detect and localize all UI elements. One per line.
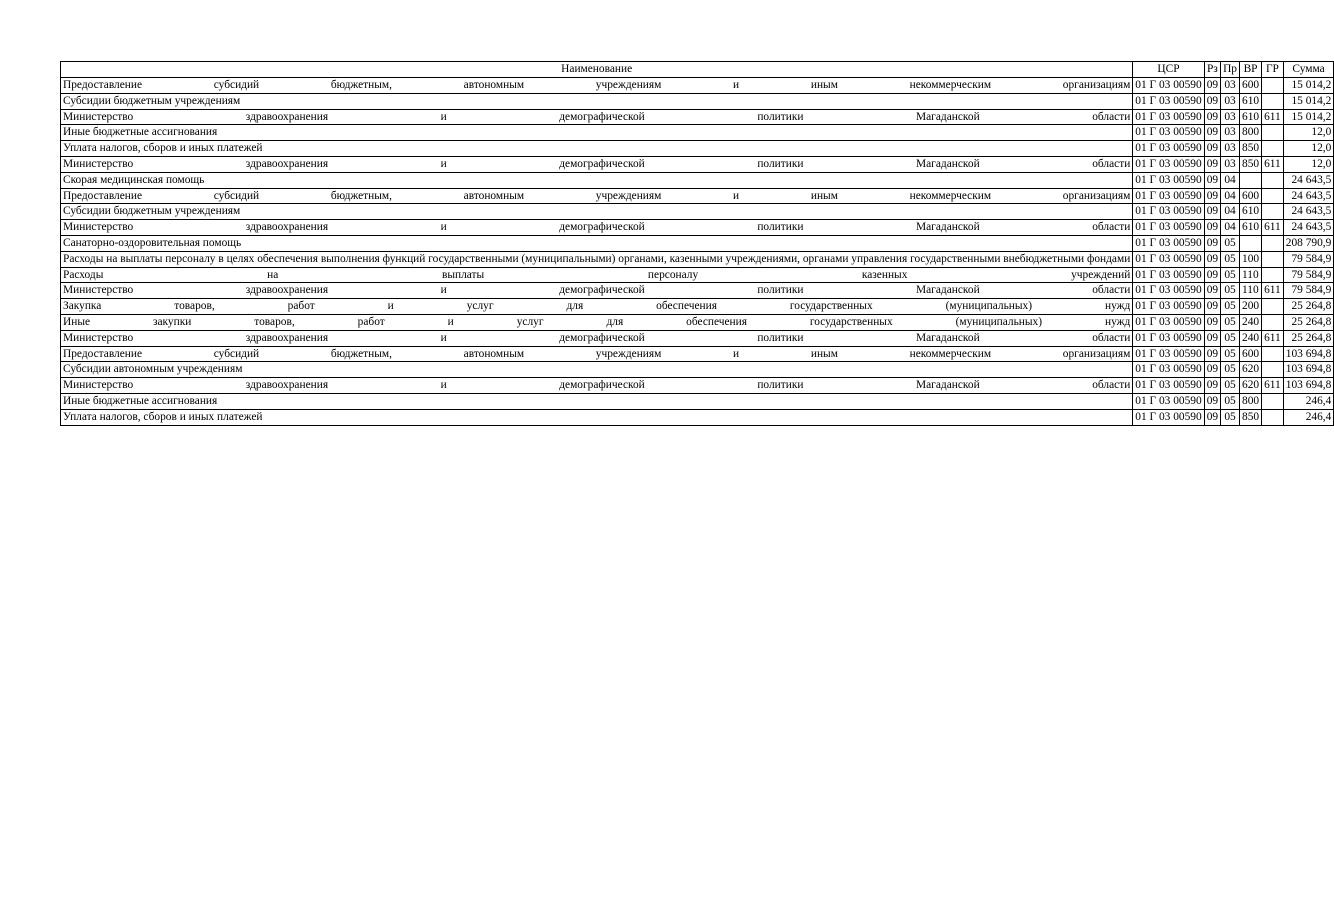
- row-vr-cell: [1240, 235, 1262, 251]
- row-gr-cell: [1262, 141, 1284, 157]
- row-sum-cell: 79 584,9: [1283, 251, 1334, 267]
- row-pr-cell: 03: [1221, 141, 1240, 157]
- row-rz-cell: 09: [1204, 141, 1220, 157]
- row-name-cell: Скорая медицинская помощь: [61, 172, 1133, 188]
- column-header-name: Наименование: [61, 62, 1133, 78]
- row-csr-cell: 01 Г 03 00590: [1133, 156, 1204, 172]
- row-name-cell: Иные бюджетные ассигнования: [61, 393, 1133, 409]
- row-vr-cell: 800: [1240, 393, 1262, 409]
- row-rz-cell: 09: [1204, 251, 1220, 267]
- row-sum-cell: 24 643,5: [1283, 172, 1334, 188]
- row-gr-cell: [1262, 409, 1284, 425]
- row-rz-cell: 09: [1204, 109, 1220, 125]
- row-csr-cell: 01 Г 03 00590: [1133, 109, 1204, 125]
- table-body: [61, 78, 1334, 426]
- table-row: [61, 283, 1334, 299]
- row-rz-cell: 09: [1204, 93, 1220, 109]
- row-gr-cell: [1262, 204, 1284, 220]
- row-pr-cell: 05: [1221, 299, 1240, 315]
- row-name-cell: Уплата налогов, сборов и иных платежей: [61, 409, 1133, 425]
- row-rz-cell: 09: [1204, 156, 1220, 172]
- row-sum-cell: 79 584,9: [1283, 267, 1334, 283]
- row-csr-cell: 01 Г 03 00590: [1133, 235, 1204, 251]
- row-pr-cell: 04: [1221, 204, 1240, 220]
- row-name-cell: Министерство здравоохранения и демографической политики Магаданской области: [61, 156, 1133, 172]
- row-name-cell: Предоставление субсидий бюджетным, автономным учреждениям и иным некоммерческим организациям: [61, 188, 1133, 204]
- row-sum-cell: 103 694,8: [1283, 346, 1334, 362]
- column-header-csr: ЦСР: [1133, 62, 1204, 78]
- row-vr-cell: 850: [1240, 156, 1262, 172]
- row-csr-cell: 01 Г 03 00590: [1133, 93, 1204, 109]
- row-sum-cell: 208 790,9: [1283, 235, 1334, 251]
- row-name-cell: Иные бюджетные ассигнования: [61, 125, 1133, 141]
- column-header-pr: Пр: [1221, 62, 1240, 78]
- row-pr-cell: 05: [1221, 330, 1240, 346]
- row-csr-cell: 01 Г 03 00590: [1133, 378, 1204, 394]
- table-row: [61, 330, 1334, 346]
- row-name-cell: Субсидии бюджетным учреждениям: [61, 93, 1133, 109]
- row-rz-cell: 09: [1204, 299, 1220, 315]
- row-rz-cell: 09: [1204, 220, 1220, 236]
- row-rz-cell: 09: [1204, 314, 1220, 330]
- row-name-cell: Министерство здравоохранения и демографической политики Магаданской области: [61, 378, 1133, 394]
- row-csr-cell: 01 Г 03 00590: [1133, 188, 1204, 204]
- row-vr-cell: [1240, 172, 1262, 188]
- row-name-cell: Министерство здравоохранения и демографической политики Магаданской области: [61, 330, 1133, 346]
- row-gr-cell: [1262, 188, 1284, 204]
- row-rz-cell: 09: [1204, 346, 1220, 362]
- row-sum-cell: 103 694,8: [1283, 362, 1334, 378]
- row-sum-cell: 25 264,8: [1283, 299, 1334, 315]
- row-csr-cell: 01 Г 03 00590: [1133, 346, 1204, 362]
- table-row: [61, 299, 1334, 315]
- row-vr-cell: 610: [1240, 204, 1262, 220]
- row-csr-cell: 01 Г 03 00590: [1133, 220, 1204, 236]
- row-vr-cell: 100: [1240, 251, 1262, 267]
- row-sum-cell: 24 643,5: [1283, 220, 1334, 236]
- row-csr-cell: 01 Г 03 00590: [1133, 330, 1204, 346]
- row-gr-cell: [1262, 393, 1284, 409]
- row-rz-cell: 09: [1204, 267, 1220, 283]
- row-pr-cell: 05: [1221, 378, 1240, 394]
- table-row: [61, 109, 1334, 125]
- table-row: [61, 314, 1334, 330]
- row-vr-cell: 200: [1240, 299, 1262, 315]
- row-gr-cell: 611: [1262, 283, 1284, 299]
- row-sum-cell: 24 643,5: [1283, 204, 1334, 220]
- row-csr-cell: 01 Г 03 00590: [1133, 299, 1204, 315]
- row-rz-cell: 09: [1204, 330, 1220, 346]
- row-sum-cell: 246,4: [1283, 409, 1334, 425]
- row-pr-cell: 04: [1221, 188, 1240, 204]
- row-pr-cell: 05: [1221, 346, 1240, 362]
- row-rz-cell: 09: [1204, 172, 1220, 188]
- row-rz-cell: 09: [1204, 78, 1220, 94]
- row-csr-cell: 01 Г 03 00590: [1133, 204, 1204, 220]
- row-name-cell: Санаторно-оздоровительная помощь: [61, 235, 1133, 251]
- table-row: [61, 141, 1334, 157]
- row-pr-cell: 05: [1221, 267, 1240, 283]
- row-vr-cell: 610: [1240, 93, 1262, 109]
- row-csr-cell: 01 Г 03 00590: [1133, 125, 1204, 141]
- row-rz-cell: 09: [1204, 362, 1220, 378]
- row-rz-cell: 09: [1204, 378, 1220, 394]
- row-name-cell: Министерство здравоохранения и демографической политики Магаданской области: [61, 109, 1133, 125]
- row-vr-cell: 850: [1240, 409, 1262, 425]
- row-name-cell: Министерство здравоохранения и демографической политики Магаданской области: [61, 283, 1133, 299]
- row-sum-cell: 25 264,8: [1283, 314, 1334, 330]
- row-csr-cell: 01 Г 03 00590: [1133, 267, 1204, 283]
- row-rz-cell: 09: [1204, 393, 1220, 409]
- row-vr-cell: 620: [1240, 362, 1262, 378]
- row-pr-cell: 03: [1221, 156, 1240, 172]
- row-gr-cell: [1262, 267, 1284, 283]
- column-header-sum: Сумма: [1283, 62, 1334, 78]
- row-gr-cell: [1262, 251, 1284, 267]
- row-name-cell: Уплата налогов, сборов и иных платежей: [61, 141, 1133, 157]
- row-name-cell: Субсидии бюджетным учреждениям: [61, 204, 1133, 220]
- row-vr-cell: 610: [1240, 220, 1262, 236]
- table-row: [61, 172, 1334, 188]
- row-vr-cell: 600: [1240, 188, 1262, 204]
- row-csr-cell: 01 Г 03 00590: [1133, 78, 1204, 94]
- row-name-cell: Субсидии автономным учреждениям: [61, 362, 1133, 378]
- row-csr-cell: 01 Г 03 00590: [1133, 393, 1204, 409]
- row-pr-cell: 05: [1221, 283, 1240, 299]
- table-header-row: [61, 62, 1334, 78]
- row-gr-cell: [1262, 93, 1284, 109]
- row-vr-cell: 110: [1240, 283, 1262, 299]
- row-csr-cell: 01 Г 03 00590: [1133, 314, 1204, 330]
- row-sum-cell: 246,4: [1283, 393, 1334, 409]
- row-gr-cell: [1262, 125, 1284, 141]
- row-name-cell: Расходы на выплаты персоналу в целях обеспечения выполнения функций государственными (муниципальными) органами, казенными учреждениями, органами управления государственными внебюджетными фондами: [61, 251, 1133, 267]
- table-row: [61, 125, 1334, 141]
- column-header-gr: ГР: [1262, 62, 1284, 78]
- row-gr-cell: [1262, 314, 1284, 330]
- row-name-cell: Закупка товаров, работ и услуг для обеспечения государственных (муниципальных) нужд: [61, 299, 1133, 315]
- row-gr-cell: 611: [1262, 330, 1284, 346]
- row-name-cell: Расходы на выплаты персоналу казенных учреждений: [61, 267, 1133, 283]
- row-gr-cell: [1262, 172, 1284, 188]
- row-csr-cell: 01 Г 03 00590: [1133, 251, 1204, 267]
- row-pr-cell: 05: [1221, 235, 1240, 251]
- row-pr-cell: 03: [1221, 93, 1240, 109]
- row-gr-cell: 611: [1262, 109, 1284, 125]
- row-csr-cell: 01 Г 03 00590: [1133, 141, 1204, 157]
- row-vr-cell: 850: [1240, 141, 1262, 157]
- budget-table: [60, 61, 1334, 426]
- row-pr-cell: 03: [1221, 109, 1240, 125]
- row-sum-cell: 15 014,2: [1283, 93, 1334, 109]
- table-row: [61, 346, 1334, 362]
- row-gr-cell: [1262, 78, 1284, 94]
- row-gr-cell: [1262, 235, 1284, 251]
- table-row: [61, 409, 1334, 425]
- row-rz-cell: 09: [1204, 125, 1220, 141]
- row-gr-cell: [1262, 362, 1284, 378]
- row-pr-cell: 05: [1221, 251, 1240, 267]
- row-csr-cell: 01 Г 03 00590: [1133, 362, 1204, 378]
- table-row: [61, 93, 1334, 109]
- row-vr-cell: 240: [1240, 314, 1262, 330]
- row-name-cell: Министерство здравоохранения и демографической политики Магаданской области: [61, 220, 1133, 236]
- table-row: [61, 235, 1334, 251]
- table-row: [61, 378, 1334, 394]
- column-header-vr: ВР: [1240, 62, 1262, 78]
- row-vr-cell: 600: [1240, 78, 1262, 94]
- row-pr-cell: 05: [1221, 362, 1240, 378]
- row-csr-cell: 01 Г 03 00590: [1133, 172, 1204, 188]
- row-sum-cell: 12,0: [1283, 156, 1334, 172]
- table-row: [61, 393, 1334, 409]
- row-sum-cell: 12,0: [1283, 125, 1334, 141]
- column-header-rz: Рз: [1204, 62, 1220, 78]
- row-rz-cell: 09: [1204, 188, 1220, 204]
- row-name-cell: Предоставление субсидий бюджетным, автономным учреждениям и иным некоммерческим организациям: [61, 78, 1133, 94]
- row-name-cell: Иные закупки товаров, работ и услуг для обеспечения государственных (муниципальных) нужд: [61, 314, 1133, 330]
- budget-document: [60, 61, 1334, 426]
- row-csr-cell: 01 Г 03 00590: [1133, 409, 1204, 425]
- row-vr-cell: 620: [1240, 378, 1262, 394]
- row-pr-cell: 03: [1221, 78, 1240, 94]
- row-sum-cell: 15 014,2: [1283, 109, 1334, 125]
- row-pr-cell: 05: [1221, 314, 1240, 330]
- table-row: [61, 156, 1334, 172]
- row-csr-cell: 01 Г 03 00590: [1133, 283, 1204, 299]
- row-rz-cell: 09: [1204, 409, 1220, 425]
- table-row: [61, 78, 1334, 94]
- row-sum-cell: 15 014,2: [1283, 78, 1334, 94]
- table-row: [61, 267, 1334, 283]
- table-row: [61, 220, 1334, 236]
- row-vr-cell: 600: [1240, 346, 1262, 362]
- row-pr-cell: 04: [1221, 220, 1240, 236]
- row-vr-cell: 240: [1240, 330, 1262, 346]
- row-vr-cell: 610: [1240, 109, 1262, 125]
- row-rz-cell: 09: [1204, 283, 1220, 299]
- row-sum-cell: 103 694,8: [1283, 378, 1334, 394]
- row-gr-cell: 611: [1262, 378, 1284, 394]
- row-pr-cell: 05: [1221, 409, 1240, 425]
- row-gr-cell: 611: [1262, 220, 1284, 236]
- row-sum-cell: 25 264,8: [1283, 330, 1334, 346]
- row-sum-cell: 12,0: [1283, 141, 1334, 157]
- row-gr-cell: [1262, 299, 1284, 315]
- row-rz-cell: 09: [1204, 235, 1220, 251]
- row-vr-cell: 800: [1240, 125, 1262, 141]
- row-rz-cell: 09: [1204, 204, 1220, 220]
- table-row: [61, 204, 1334, 220]
- row-name-cell: Предоставление субсидий бюджетным, автономным учреждениям и иным некоммерческим организациям: [61, 346, 1133, 362]
- row-sum-cell: 24 643,5: [1283, 188, 1334, 204]
- row-sum-cell: 79 584,9: [1283, 283, 1334, 299]
- row-pr-cell: 05: [1221, 393, 1240, 409]
- row-vr-cell: 110: [1240, 267, 1262, 283]
- row-gr-cell: [1262, 346, 1284, 362]
- table-row: [61, 251, 1334, 267]
- row-gr-cell: 611: [1262, 156, 1284, 172]
- row-pr-cell: 03: [1221, 125, 1240, 141]
- table-row: [61, 188, 1334, 204]
- row-pr-cell: 04: [1221, 172, 1240, 188]
- table-row: [61, 362, 1334, 378]
